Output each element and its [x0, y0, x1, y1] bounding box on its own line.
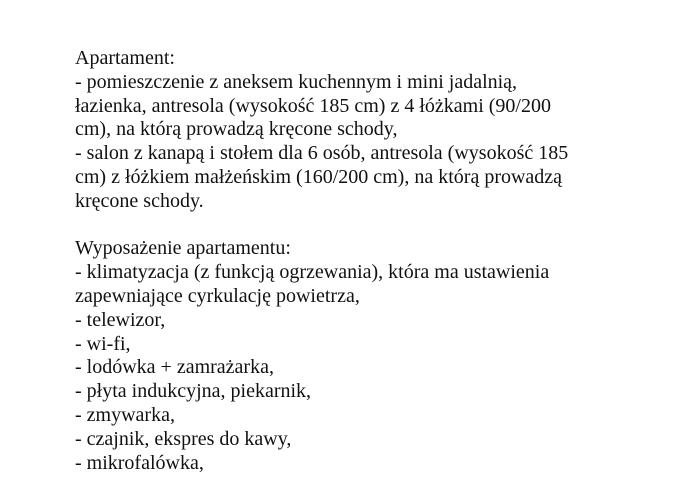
text-line: - salon z kanapą i stołem dla 6 osób, antresola (wysokość 185 [75, 142, 569, 165]
section-heading-apartment: Apartament: [75, 47, 175, 69]
list-item: - wi-fi, [75, 332, 131, 355]
text-line: łazienka, antresola (wysokość 185 cm) z 4 łóżkami (90/200 [75, 94, 551, 117]
text-line: cm), na którą prowadzą kręcone schody, [75, 118, 398, 141]
text-line: kręcone schody. [75, 189, 204, 212]
list-item: - telewizor, [75, 308, 166, 331]
paragraph-gap [75, 214, 675, 238]
list-item: - zmywarka, [75, 403, 175, 426]
list-item: - lodówka + zamrażarka, [75, 356, 274, 379]
text-line: - pomieszczenie z aneksem kuchennym i mini jadalnią, [75, 70, 518, 93]
list-item: - czajnik, ekspres do kawy, [75, 427, 292, 450]
list-item: - klimatyzacja (z funkcją ogrzewania), która ma ustawienia [75, 261, 550, 284]
document-text [75, 47, 675, 475]
list-item: zapewniające cyrkulację powietrza, [75, 284, 360, 307]
list-item: - płyta indukcyjna, piekarnik, [75, 380, 312, 403]
text-line: cm) z łóżkiem małżeńskim (160/200 cm), na którą prowadzą [75, 165, 563, 188]
section-heading-equipment: Wyposażenie apartamentu: [75, 237, 291, 260]
list-item: - mikrofalówka, [75, 451, 204, 474]
